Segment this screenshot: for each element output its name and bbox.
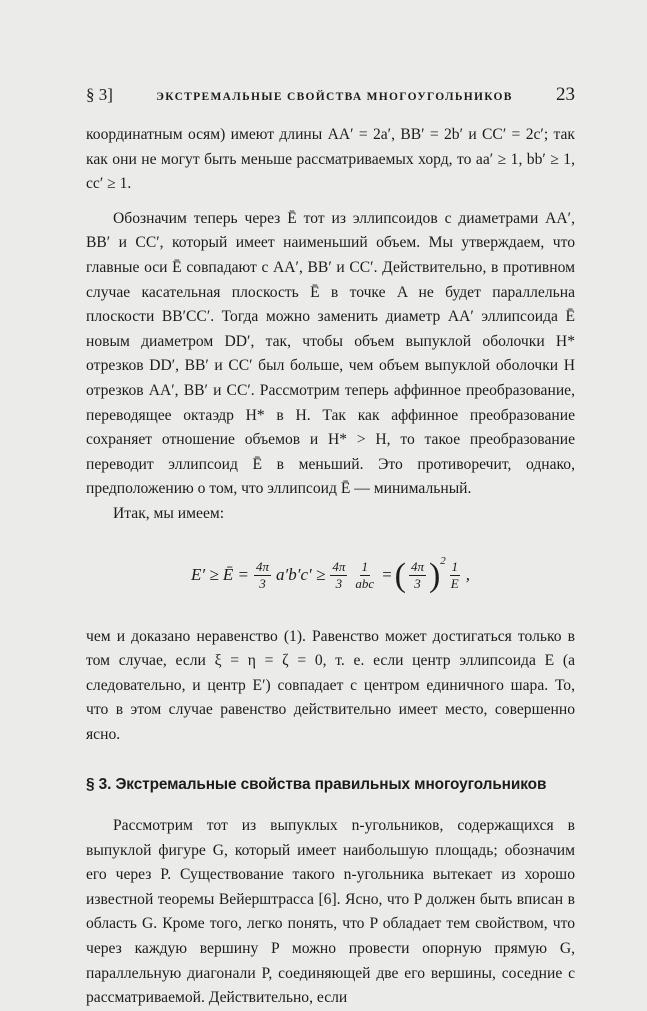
fraction: [330, 559, 347, 592]
formula-middle: a′b′c′ ≥: [276, 565, 326, 585]
fraction-denominator: E: [450, 576, 459, 591]
header-section-ref: § 3]: [86, 85, 113, 104]
header-chapter-title: ЭКСТРЕМАЛЬНЫЕ СВОЙСТВА МНОГОУГОЛЬНИКОВ: [156, 91, 513, 103]
fraction-denominator: 3: [335, 576, 343, 591]
section-heading: § 3. Экстремальные свойства правильных многоугольников: [86, 776, 547, 794]
running-head: [86, 84, 575, 106]
fraction-numerator: 1: [451, 559, 459, 574]
paragraph: Итак, мы имеем:: [113, 504, 225, 522]
fraction-numerator: 4π: [332, 559, 346, 574]
formula-equals: =: [381, 565, 393, 585]
paragraph-gap: [86, 197, 575, 207]
left-paren: (: [394, 556, 406, 594]
fraction: [353, 559, 376, 592]
paragraph: чем и доказано неравенство (1). Равенство может достигаться только в том случае, если ξ = η = ζ = 0, т. е. если центр эллипсоида E (а следовательно, и центр E′) совпадает с центром единичного шара. То, что в этом случае равенство действительно имеет место, совершенно ясно.: [86, 627, 575, 743]
fraction: [409, 559, 426, 592]
fraction-denominator: 3: [259, 576, 266, 591]
paragraph: Рассмотрим тот из выпуклых n-угольников, содержащихся в выпуклой фигуре G, который имеет наибольшую площадь; обозначим его через P. Существование такого n-угольника вытекает из хорошо известной теоремы Вейерштрасса [6]. Ясно, что P должен быть вписан в область G. Кроме того, легко понять, что P обладает тем свойством, что через каждую вершину P можно провести опорную прямую G, параллельную диагонали P, соединяющей две его вершины, соседние с рассматриваемой. Действительно, если: [86, 817, 575, 1007]
fraction-denominator: 3: [414, 576, 421, 591]
exponent: 2: [440, 555, 446, 568]
formula-lhs: E′ ≥ Ē =: [190, 565, 250, 585]
fraction-numerator: 1: [361, 559, 368, 574]
page-number: 23: [555, 84, 575, 105]
fraction-denominator: abc: [355, 576, 375, 591]
formula-tail: ,: [465, 565, 470, 585]
fraction: [254, 559, 271, 592]
fraction-numerator: 4π: [410, 559, 424, 574]
fraction-numerator: 4π: [256, 559, 270, 574]
display-formula: [86, 527, 575, 625]
body-text: [86, 123, 575, 1011]
right-paren: ): [428, 556, 441, 594]
fraction: [449, 559, 461, 592]
paragraph: Обозначим теперь через Ē тот из эллипсоидов с диаметрами AA′, BB′ и CC′, который имеет наименьший объем. Мы утверждаем, что главные оси Ē совпадают с AA′, BB′ и CC′. Действительно, в противном случае касательная плоскость Ē в точке A не будет параллельна плоскости BB′CC′. Тогда можно заменить диаметр AA′ эллипсоида Ē новым диаметром DD′, так, чтобы объем выпуклой оболочки H* отрезков DD′, BB′ и CC′ был больше, чем объем выпуклой оболочки H отрезков AA′, BB′ и CC′. Рассмотрим теперь аффинное преобразование, переводящее октаэдр H* в H. Так как аффинное преобразование сохраняет отношение объемов и H* > H, то такое преобразование переводит эллипсоид Ē в меньший. Это противоречит, однако, предположению о том, что эллипсоид Ē — минимальный.: [86, 209, 575, 498]
paragraph: координатным осям) имеют длины AA′ = 2a′, BB′ = 2b′ и CC′ = 2c′; так как они не могут быть меньше рассматриваемых хорд, то aa′ ≥ 1, bb′ ≥ 1, cc′ ≥ 1.: [86, 126, 575, 193]
